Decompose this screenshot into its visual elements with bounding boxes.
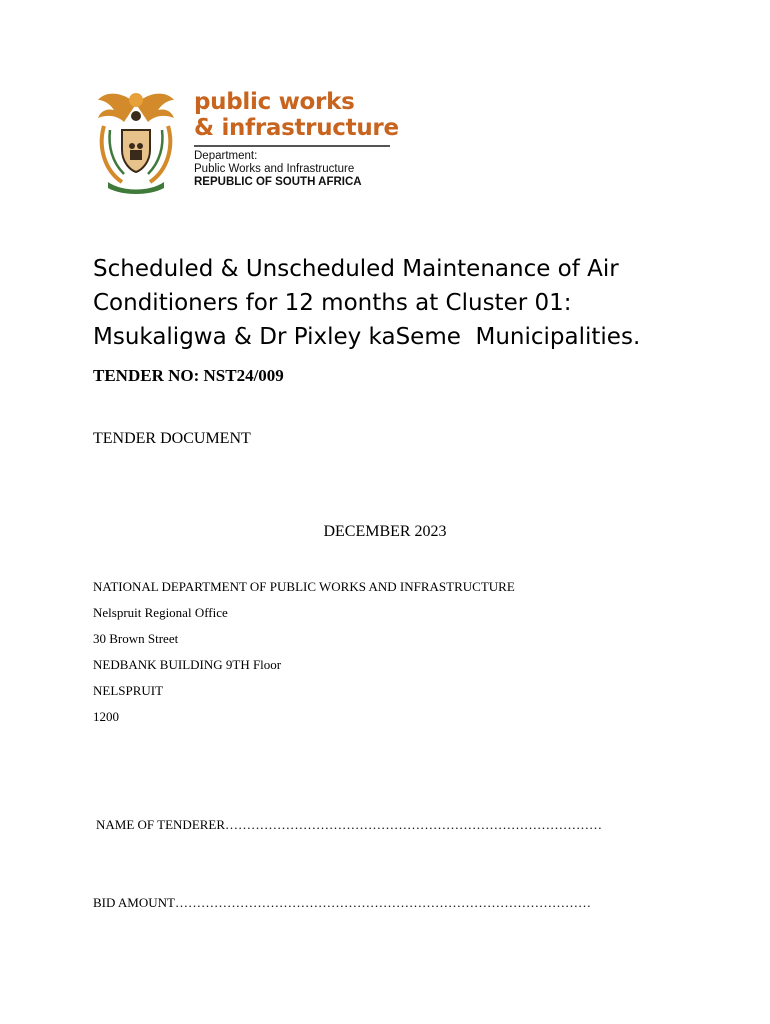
bid-amount-label: BID AMOUNT: [93, 895, 175, 910]
coat-of-arms-icon: [94, 86, 178, 194]
address-block: [93, 578, 515, 734]
address-line-postcode: 1200: [93, 709, 119, 724]
country-name: REPUBLIC OF SOUTH AFRICA: [194, 176, 362, 188]
address-line-building: NEDBANK BUILDING 9TH Floor: [93, 657, 282, 672]
bid-amount-blank: ……………………………………………………………………………………: [174, 895, 591, 910]
department-name: Public Works and Infrastructure: [194, 163, 355, 175]
document-date: DECEMBER 2023: [323, 523, 447, 540]
address-line-street: 30 Brown Street: [93, 631, 179, 646]
tender-number: TENDER NO: NST24/009: [93, 366, 284, 385]
tenderer-name-field[interactable]: [96, 817, 602, 833]
title-line1: Scheduled & Unscheduled Maintenance of Air: [93, 256, 619, 282]
address-line-department: NATIONAL DEPARTMENT OF PUBLIC WORKS AND INFRASTRUCTURE: [93, 579, 515, 594]
title-line2: Conditioners for 12 months at Cluster 01:: [93, 290, 572, 316]
address-line-city: NELSPRUIT: [93, 683, 164, 698]
bid-amount-field[interactable]: [93, 895, 591, 911]
brand-name-line1: public works: [194, 89, 355, 115]
address-line-office: Nelspruit Regional Office: [93, 605, 228, 620]
logo-divider: [194, 145, 390, 147]
tenderer-name-label: NAME OF TENDERER: [96, 817, 226, 832]
document-type: TENDER DOCUMENT: [93, 430, 251, 447]
document-title: [93, 252, 693, 354]
title-line3: Msukaligwa & Dr Pixley kaSeme Municipalities.: [93, 324, 641, 350]
tenderer-name-blank: ……………………………………………………………………………: [225, 817, 603, 832]
department-label: Department:: [194, 150, 258, 162]
brand-name-line2: & infrastructure: [194, 115, 399, 141]
department-logo: [94, 86, 399, 194]
